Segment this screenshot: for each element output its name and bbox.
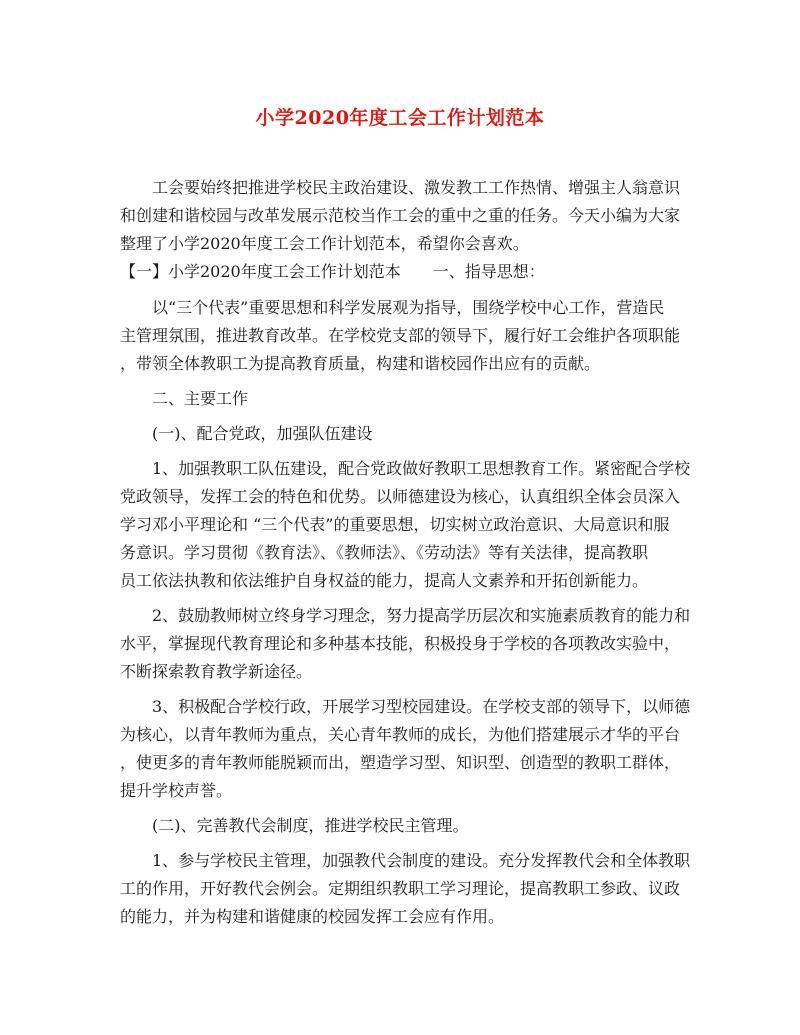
body-line: 2、鼓励教师树立终身学习理念，努力提高学历层次和实施素质教育的能力和 bbox=[120, 606, 691, 625]
body-line: 3、积极配合学校行政，开展学习型校园建设。在学校支部的领导下，以师德 bbox=[120, 697, 691, 716]
section-heading-line: 【一】小学2020年度工会工作计划范本 一、指导思想： bbox=[120, 262, 545, 281]
body-line: 不断探索教育教学新途径。 bbox=[120, 662, 313, 681]
body-line: 提升学校声誉。 bbox=[120, 781, 233, 800]
body-line: 1、加强教职工队伍建设，配合党政做好教职工思想教育工作。紧密配合学校 bbox=[120, 459, 691, 478]
body-line: 党政领导，发挥工会的特色和优势。以师德建设为核心，认真组织全体会员深入 bbox=[120, 487, 681, 506]
body-line: 整理了小学2020年度工会工作计划范本，希望你会喜欢。 bbox=[120, 234, 529, 253]
body-line: 水平，掌握现代教育理论和多种基本技能，积极投身于学校的各项教改实验中， bbox=[120, 634, 681, 653]
body-line: ，带领全体教职工为提高教育质量，构建和谐校园作出应有的贡献。 bbox=[120, 354, 601, 373]
heading-line: (一)、配合党政，加强队伍建设 bbox=[120, 424, 373, 443]
body-line: 工的作用，开好教代会例会。定期组织教职工学习理论，提高教职工参政、议政 bbox=[120, 879, 681, 898]
body-line: 员工依法执教和依法维护自身权益的能力，提高人文素养和开拓创新能力。 bbox=[120, 571, 649, 590]
body-line: 的能力，并为构建和谐健康的校园发挥工会应有作用。 bbox=[120, 907, 505, 926]
body-line: ，使更多的青年教师能脱颖而出，塑造学习型、知识型、创造型的教职工群体， bbox=[120, 753, 681, 772]
body-line: 学习邓小平理论和 “三个代表”的重要思想，切实树立政治意识、大局意识和服 bbox=[120, 515, 670, 534]
body-line: 为核心，以青年教师为重点，关心青年教师的成长，为他们搭建展示才华的平台 bbox=[120, 725, 681, 744]
body-line: 务意识。学习贯彻《教育法》、《教师法》、《劳动法》等有关法律，提高教职 bbox=[120, 543, 649, 562]
heading-line: (二)、完善教代会制度，推进学校民主管理。 bbox=[120, 816, 469, 835]
body-line: 和创建和谐校园与改革发展示范校当作工会的重中之重的任务。今天小编为大家 bbox=[120, 206, 681, 225]
body-line: 1、参与学校民主管理，加强教代会制度的建设。充分发挥教代会和全体教职 bbox=[120, 851, 691, 870]
document-title: 小学2020年度工会工作计划范本 bbox=[255, 107, 545, 129]
body-line: 以“三个代表”重要思想和科学发展观为指导，围绕学校中心工作，营造民 bbox=[120, 298, 665, 317]
body-line: 工会要始终把推进学校民主政治建设、激发教工工作热情、增强主人翁意识 bbox=[120, 178, 681, 197]
body-line: 主管理氛围，推进教育改革。在学校党支部的领导下，履行好工会维护各项职能 bbox=[120, 326, 681, 345]
heading-line: 二、主要工作 bbox=[120, 389, 249, 408]
